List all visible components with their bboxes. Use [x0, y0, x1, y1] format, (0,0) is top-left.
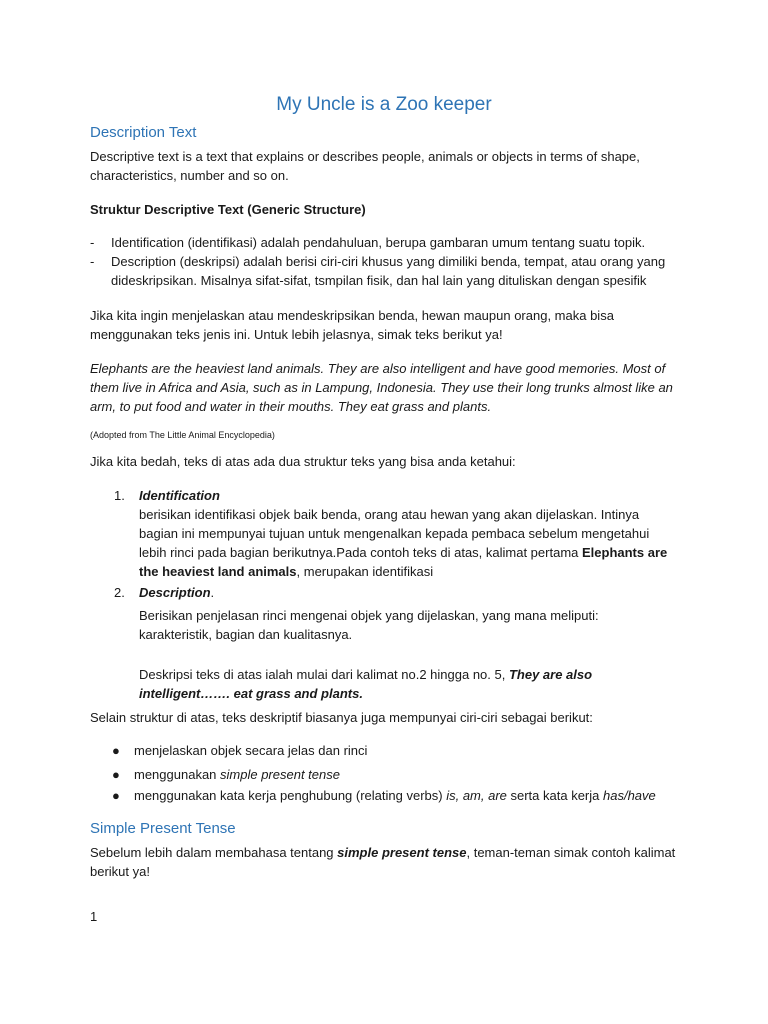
list-item — [112, 741, 367, 760]
body-text: Sebelum lebih dalam membahasa tentang — [90, 845, 338, 860]
features-paragraph: Selain struktur di atas, teks deskriptif biasanya juga mempunyai ciri-ciri sebagai berikut: — [90, 710, 593, 725]
bullet-text: menjelaskan objek secara jelas dan rinci — [134, 743, 368, 758]
bullet-icon: ● — [112, 743, 120, 758]
body-emphasis: They are also intelligent……. eat grass and plants. — [139, 667, 593, 701]
bullet-text: serta kata kerja — [506, 788, 603, 803]
source-note: (Adopted from The Little Animal Encyclopedia) — [90, 430, 275, 440]
page-number: 1 — [90, 909, 98, 924]
list-marker: 1. — [114, 488, 125, 503]
item-heading — [114, 583, 674, 602]
bullet-emphasis: is, am, are — [446, 788, 507, 803]
body-emphasis: simple present tense — [337, 845, 467, 860]
list-item: - Description (deskripsi) adalah berisi ciri-ciri khusus yang dimiliki benda, tempat, atau orang yang dideskripsikan. Misalnya sifat-sifat, tsmpilan fisik, dan hal lain yang dituliskan dengan spesifik — [90, 252, 690, 290]
list-item — [112, 765, 340, 784]
body-text: berisikan identifikasi objek baik benda, orang atau hewan yang akan dijelaskan. Intinya bagian ini mempunyai tujuan untuk mengenalkan kepada pembaca sebelum mengetahui lebih rinci pada bagian berikutnya.Pada contoh teks di atas, kalimat pertama — [139, 507, 650, 560]
item-heading: Identification — [139, 488, 220, 503]
structure-list — [90, 233, 690, 290]
usage-paragraph: Jika kita ingin menjelaskan atau mendeskripsikan benda, hewan maupun orang, maka bisa menggunakan teks jenis ini. Untuk lebih jelasnya, simak teks berikut ya! — [90, 308, 614, 342]
bullet-emphasis: simple present tense — [220, 767, 340, 782]
simple-tense-paragraph — [90, 843, 690, 881]
heading-description-text: Description Text — [90, 124, 197, 141]
heading-simple-present-tense: Simple Present Tense — [90, 820, 236, 837]
item-description — [114, 665, 674, 703]
bullet-icon: ● — [112, 788, 120, 803]
numbered-item-identification — [114, 486, 674, 581]
intro-paragraph: Descriptive text is a text that explains or describes people, animals or objects in terms of shape, characteristics, number and so on. — [90, 149, 640, 183]
bullet-emphasis: has/have — [603, 788, 656, 803]
body-text: , teman-teman simak contoh kalimat berikut ya! — [90, 845, 676, 879]
body-text: Deskripsi teks di atas ialah mulai dari kalimat no.2 hingga no. 5, — [139, 667, 509, 682]
item-heading-punct: . — [210, 585, 215, 600]
bullet-text: menggunakan — [134, 767, 221, 782]
body-emphasis: Elephants are the heaviest land animals — [139, 545, 668, 579]
numbered-item-description — [114, 583, 674, 703]
bullet-text: menggunakan kata kerja penghubung (relating verbs) — [134, 788, 447, 803]
document-title: My Uncle is a Zoo keeper — [276, 94, 492, 115]
example-text: Elephants are the heaviest land animals. They are also intelligent and have good memories. Most of them live in Africa and Asia, such as in Lampung, Indonesia. They use their long trunks almost like an arm, to put food and water in their mouths. They eat grass and plants. — [90, 361, 673, 414]
body-text: , merupakan identifikasi — [296, 564, 434, 579]
list-item — [112, 786, 656, 805]
analysis-paragraph: Jika kita bedah, teks di atas ada dua struktur teks yang bisa anda ketahui: — [90, 454, 516, 469]
item-heading-text: Description — [139, 585, 211, 600]
item-body — [114, 505, 674, 581]
structure-heading: Struktur Descriptive Text (Generic Structure) — [90, 202, 366, 217]
bullet-icon: ● — [112, 767, 120, 782]
list-marker: 2. — [114, 585, 125, 600]
list-item: - Identification (identifikasi) adalah pendahuluan, berupa gambaran umum tentang suatu topik. — [90, 233, 690, 252]
item-body: Berisikan penjelasan rinci mengenai objek yang dijelaskan, yang mana meliputi: karakteristik, bagian dan kualitasnya. — [139, 608, 599, 642]
